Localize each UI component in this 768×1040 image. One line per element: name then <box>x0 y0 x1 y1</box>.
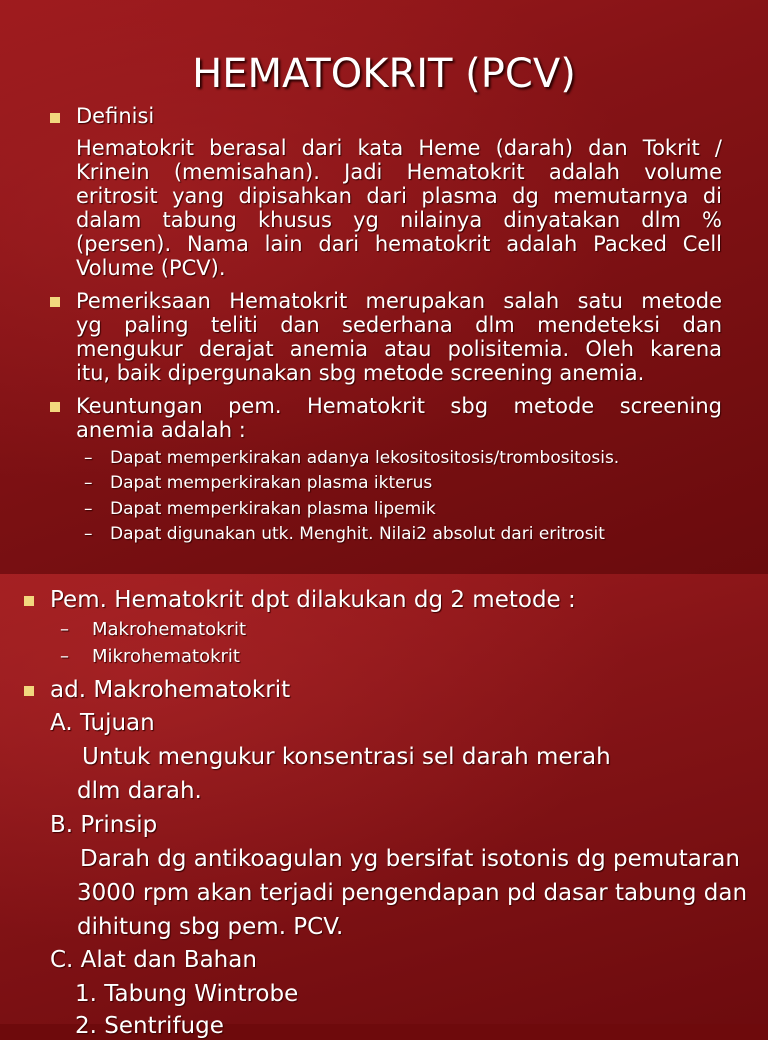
section-prinsip: B. Prinsip <box>50 812 158 838</box>
sub-item-text: Dapat memperkirakan plasma lipemik <box>110 499 436 519</box>
section-tujuan: A. Tujuan <box>50 710 155 736</box>
slide-2 <box>0 574 768 1039</box>
method-item <box>60 646 240 668</box>
definition-line: Volume (PCV). <box>76 256 226 280</box>
keuntungan-paragraph <box>76 394 722 442</box>
definition-line: Krinein (memisahan). Jadi Hematokrit adalah volume <box>76 160 722 184</box>
dash-marker: – <box>84 499 93 519</box>
bullet-marker <box>50 113 60 123</box>
dash-marker: – <box>60 619 69 640</box>
alat-item: 2. Sentrifuge <box>75 1013 224 1039</box>
definition-paragraph <box>76 136 722 280</box>
paragraph-line: itu, baik dipergunakan sbg metode screening anemia. <box>76 361 645 385</box>
sub-item <box>84 499 436 519</box>
sub-item-text: Dapat memperkirakan adanya lekositositosis/trombositosis. <box>110 448 620 468</box>
paragraph-line: anemia adalah : <box>76 418 246 442</box>
definition-line: dalam tabung khusus yg nilainya dinyatakan dlm % <box>76 208 722 232</box>
slide-title: HEMATOKRIT (PCV) <box>192 51 576 97</box>
dash-marker: – <box>84 448 93 468</box>
prinsip-line: 3000 rpm akan terjadi pengendapan pd dasar tabung dan <box>77 880 748 906</box>
bullet-marker <box>24 596 34 606</box>
paragraph-line: mengukur derajat anemia atau polisitemia. Oleh karena <box>76 337 722 361</box>
prinsip-line: Darah dg antikoagulan yg bersifat isotonis dg pemutaran <box>80 846 740 872</box>
dash-marker: – <box>84 524 93 544</box>
method-item <box>60 619 246 641</box>
sub-item-text: Dapat memperkirakan plasma ikterus <box>110 473 433 493</box>
tujuan-line: dlm darah. <box>77 778 202 804</box>
paragraph-line: Keuntungan pem. Hematokrit sbg metode screening <box>76 394 722 418</box>
section-alat: C. Alat dan Bahan <box>50 947 257 973</box>
tujuan-line: Untuk mengukur konsentrasi sel darah merah <box>82 744 611 770</box>
prinsip-line: dihitung sbg pem. PCV. <box>77 914 344 940</box>
sub-item <box>84 448 619 468</box>
sub-item-text: Dapat digunakan utk. Menghit. Nilai2 absolut dari eritrosit <box>110 524 605 544</box>
definition-line: Hematokrit berasal dari kata Heme (darah) dan Tokrit / <box>76 136 722 160</box>
metode-bullet: Pem. Hematokrit dpt dilakukan dg 2 metode : <box>50 587 576 613</box>
definisi-heading: Definisi <box>76 104 155 128</box>
bullet-marker <box>24 686 34 696</box>
method-item-text: Makrohematokrit <box>92 619 247 640</box>
method-item-text: Mikrohematokrit <box>92 646 240 667</box>
dash-marker: – <box>84 473 93 493</box>
paragraph-line: yg paling teliti dan sederhana dlm mendeteksi dan <box>76 313 722 337</box>
paragraph-line: Pemeriksaan Hematokrit merupakan salah satu metode <box>76 289 722 313</box>
sub-item <box>84 524 605 544</box>
definition-line: eritrosit yang dipisahkan dari plasma dg memutarnya di <box>76 184 722 208</box>
dash-marker: – <box>60 646 69 667</box>
bullet-marker <box>50 402 60 412</box>
bullet-marker <box>50 297 60 307</box>
pemeriksaan-paragraph <box>76 289 722 385</box>
definition-line: (persen). Nama lain dari hematokrit adalah Packed Cell <box>76 232 722 256</box>
sub-item <box>84 473 432 493</box>
makrohematokrit-bullet: ad. Makrohematokrit <box>50 677 291 703</box>
alat-item: 1. Tabung Wintrobe <box>75 981 299 1007</box>
